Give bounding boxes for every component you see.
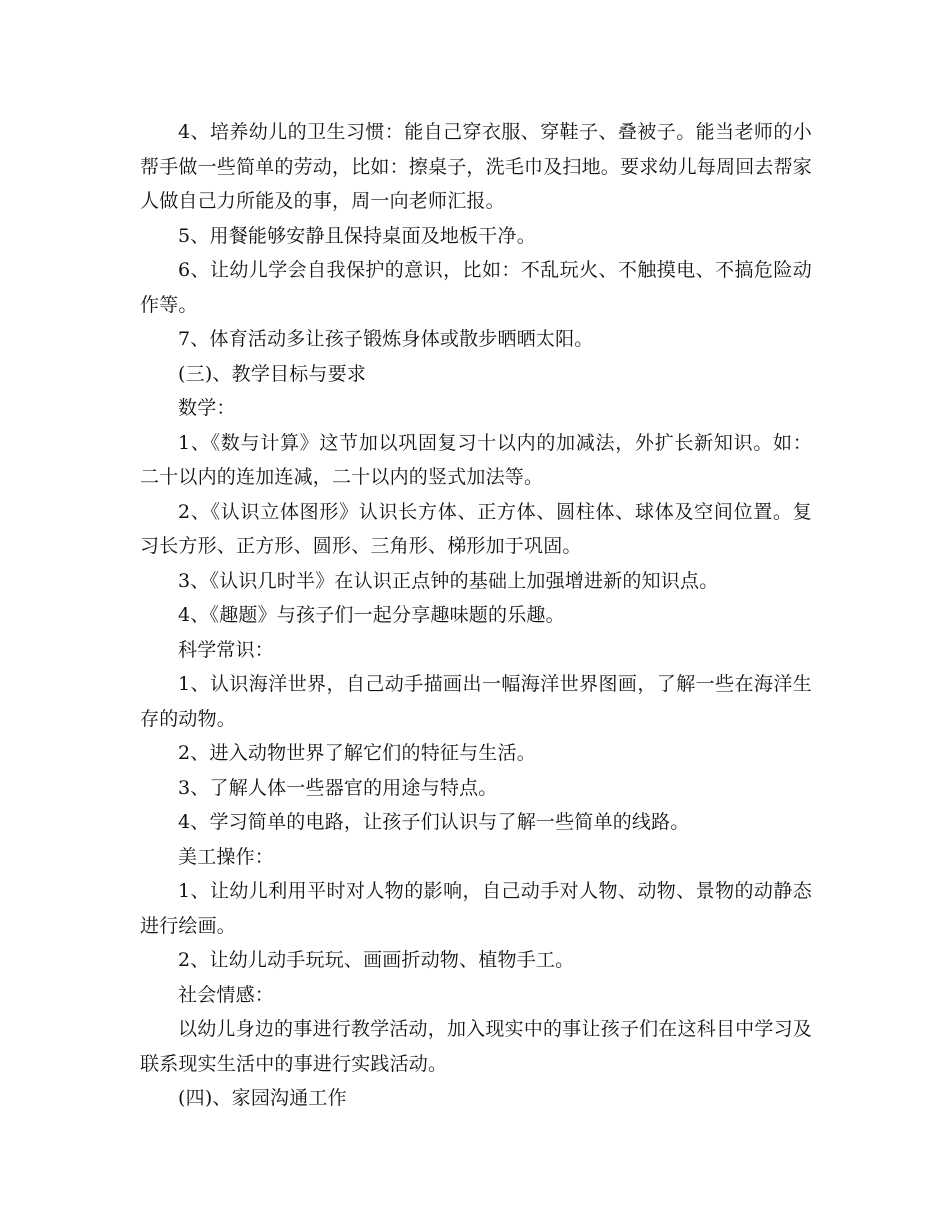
- paragraph-science-4: 4、学习简单的电路，让孩子们认识与了解一些简单的线路。: [178, 811, 690, 833]
- paragraph-mealtime: 5、用餐能够安静且保持桌面及地板干净。: [178, 224, 536, 247]
- paragraph-self-protection: 6、让幼儿学会自我保护的意识，比如：不乱玩火、不触摸电、不搞危险动作等。: [140, 259, 812, 316]
- section-heading-home-school: (四)、家园沟通工作: [178, 1087, 347, 1109]
- document-body: [140, 115, 812, 1116]
- paragraph-physical-activity: 7、体育活动多让孩子锻炼身体或散步晒晒太阳。: [178, 328, 594, 350]
- paragraph-math-2: 2、《认识立体图形》认识长方体、正方体、圆柱体、球体及空间位置。复习长方形、正方形、圆形、三角形、梯形加于巩固。: [140, 500, 812, 557]
- paragraph-hygiene-habits: 4、培养幼儿的卫生习惯：能自己穿衣服、穿鞋子、叠被子。能当老师的小帮手做一些简单的劳动，比如：擦桌子，洗毛巾及扫地。要求幼儿每周回去帮家人做自己力所能及的事，周一向老师汇报。: [140, 121, 813, 212]
- paragraph-math-3: 3、《认识几时半》在认识正点钟的基础上加强增进新的知识点。: [178, 569, 719, 592]
- subheading-math: 数学：: [178, 397, 236, 419]
- paragraph-science-2: 2、进入动物世界了解它们的特征与生活。: [178, 742, 536, 764]
- section-heading-teaching-goals: (三)、教学目标与要求: [178, 362, 367, 385]
- paragraph-art-2: 2、让幼儿动手玩玩、画画折动物、植物手工。: [178, 949, 575, 971]
- subheading-social: 社会情感：: [178, 983, 275, 1006]
- paragraph-math-4: 4、《趣题》与孩子们一起分享趣味题的乐趣。: [178, 604, 565, 626]
- paragraph-art-1: 1、让幼儿利用平时对人物的影响，自己动手对人物、动物、景物的动静态进行绘画。: [140, 880, 812, 937]
- paragraph-social: 以幼儿身边的事进行教学活动，加入现实中的事让孩子们在这科目中学习及联系现实生活中的事进行实践活动。: [140, 1018, 812, 1075]
- paragraph-science-3: 3、了解人体一些器官的用途与特点。: [178, 776, 498, 799]
- subheading-art: 美工操作：: [178, 845, 275, 868]
- paragraph-math-1: 1、《数与计算》这节加以巩固复习十以内的加减法，外扩长新知识。如：二十以内的连加连减，二十以内的竖式加法等。: [140, 431, 812, 488]
- paragraph-science-1: 1、认识海洋世界，自己动手描画出一幅海洋世界图画，了解一些在海洋生存的动物。: [140, 673, 812, 730]
- subheading-science: 科学常识：: [178, 638, 275, 661]
